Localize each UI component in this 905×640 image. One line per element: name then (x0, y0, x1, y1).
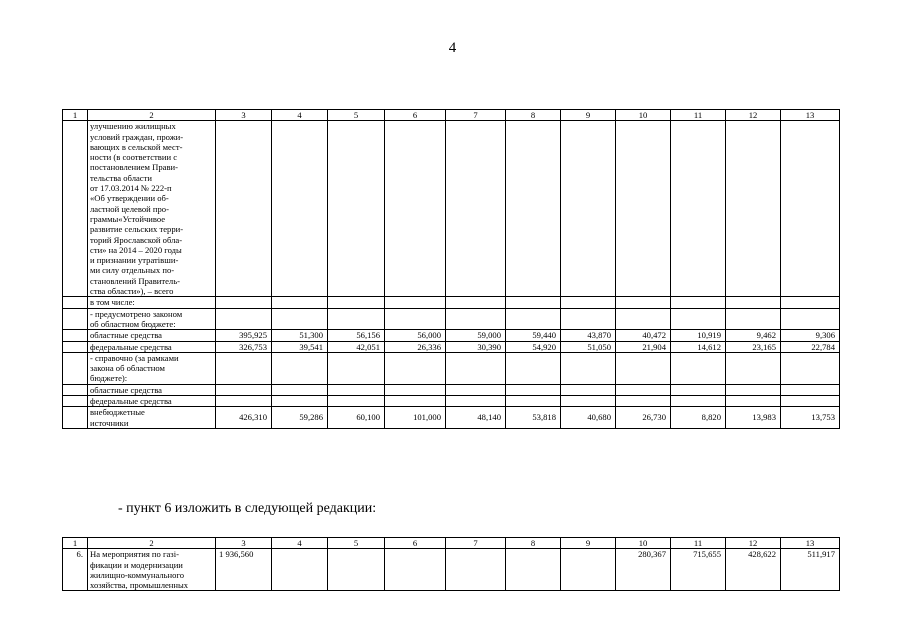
table-header-row (63, 538, 840, 549)
table-row (63, 352, 840, 384)
value-cell: 40,472 (616, 330, 671, 341)
value-cell (506, 549, 561, 591)
value-cell (272, 384, 328, 395)
table-row (63, 330, 840, 341)
value-cell (446, 352, 506, 384)
column-header: 1 (63, 110, 88, 121)
row-number (63, 297, 88, 308)
value-cell (272, 308, 328, 330)
value-cell: 59,440 (506, 330, 561, 341)
value-cell (616, 297, 671, 308)
value-cell (561, 352, 616, 384)
value-cell: 43,870 (561, 330, 616, 341)
value-cell (446, 396, 506, 407)
value-cell: 14,612 (671, 341, 726, 352)
value-cell (781, 297, 840, 308)
value-cell (506, 297, 561, 308)
value-cell (726, 121, 781, 297)
value-cell: 51,050 (561, 341, 616, 352)
column-header: 2 (88, 110, 216, 121)
column-header: 7 (446, 110, 506, 121)
row-number (63, 341, 88, 352)
column-header: 8 (506, 110, 561, 121)
value-cell: 42,051 (328, 341, 385, 352)
value-cell (781, 308, 840, 330)
value-cell (328, 352, 385, 384)
value-cell (385, 384, 446, 395)
row-description: в том числе: (88, 297, 216, 308)
value-cell: 54,920 (506, 341, 561, 352)
value-cell: 101,000 (385, 407, 446, 429)
value-cell (781, 396, 840, 407)
value-cell: 40,680 (561, 407, 616, 429)
value-cell (272, 352, 328, 384)
value-cell (616, 384, 671, 395)
value-cell (561, 297, 616, 308)
table-row (63, 407, 840, 429)
value-cell: 10,919 (671, 330, 726, 341)
instruction-text: - пункт 6 изложить в следующей редакции: (118, 501, 377, 516)
row-description: областные средства (88, 384, 216, 395)
value-cell: 511,917 (781, 549, 840, 591)
value-cell: 715,655 (671, 549, 726, 591)
value-cell (385, 121, 446, 297)
column-header: 11 (671, 110, 726, 121)
column-header: 13 (781, 538, 840, 549)
value-cell (671, 396, 726, 407)
value-cell (216, 384, 272, 395)
row-description: На мероприятия по газі- фикации и модернизации жилищно-коммунального хозяйства, промышленных (88, 549, 216, 591)
table-row (63, 341, 840, 352)
value-cell: 9,306 (781, 330, 840, 341)
column-header: 9 (561, 110, 616, 121)
value-cell (216, 352, 272, 384)
column-header: 10 (616, 110, 671, 121)
table-row (63, 384, 840, 395)
value-cell (616, 352, 671, 384)
column-header: 4 (272, 538, 328, 549)
value-cell: 60,100 (328, 407, 385, 429)
value-cell (446, 384, 506, 395)
row-description: областные средства (88, 330, 216, 341)
page-number: 4 (448, 40, 457, 56)
row-number (63, 121, 88, 297)
value-cell (561, 384, 616, 395)
value-cell (328, 396, 385, 407)
value-cell: 13,983 (726, 407, 781, 429)
value-cell (726, 384, 781, 395)
row-description: федеральные средства (88, 396, 216, 407)
table-header-row (63, 110, 840, 121)
column-header: 6 (385, 538, 446, 549)
value-cell (671, 297, 726, 308)
value-cell (328, 308, 385, 330)
value-cell (561, 308, 616, 330)
table-row (63, 396, 840, 407)
row-number (63, 396, 88, 407)
value-cell (506, 396, 561, 407)
row-number (63, 384, 88, 395)
row-description: - справочно (за рамками закона об областном бюджете): (88, 352, 216, 384)
value-cell (446, 308, 506, 330)
value-cell (671, 384, 726, 395)
value-cell: 22,784 (781, 341, 840, 352)
measures-table (62, 537, 840, 591)
value-cell (561, 549, 616, 591)
value-cell (272, 396, 328, 407)
column-header: 10 (616, 538, 671, 549)
value-cell (726, 297, 781, 308)
value-cell (506, 121, 561, 297)
value-cell (216, 121, 272, 297)
value-cell (272, 121, 328, 297)
column-header: 8 (506, 538, 561, 549)
value-cell (616, 121, 671, 297)
column-header: 5 (328, 110, 385, 121)
value-cell (446, 121, 506, 297)
row-number (63, 352, 88, 384)
value-cell: 23,165 (726, 341, 781, 352)
column-header: 11 (671, 538, 726, 549)
column-header: 2 (88, 538, 216, 549)
value-cell (561, 121, 616, 297)
value-cell (328, 384, 385, 395)
value-cell (616, 396, 671, 407)
value-cell (726, 352, 781, 384)
value-cell: 39,541 (272, 341, 328, 352)
column-header: 3 (216, 110, 272, 121)
column-header: 12 (726, 110, 781, 121)
row-number (63, 330, 88, 341)
value-cell: 428,622 (726, 549, 781, 591)
value-cell: 9,462 (726, 330, 781, 341)
table-row (63, 121, 840, 297)
row-number: 6. (63, 549, 88, 591)
value-cell: 56,000 (385, 330, 446, 341)
row-number (63, 308, 88, 330)
column-header: 6 (385, 110, 446, 121)
value-cell (385, 396, 446, 407)
value-cell (216, 308, 272, 330)
table-row (63, 308, 840, 330)
value-cell (671, 352, 726, 384)
row-description: федеральные средства (88, 341, 216, 352)
value-cell: 8,820 (671, 407, 726, 429)
column-header: 4 (272, 110, 328, 121)
value-cell: 326,753 (216, 341, 272, 352)
value-cell (446, 549, 506, 591)
value-cell (561, 396, 616, 407)
value-cell (781, 352, 840, 384)
column-header: 13 (781, 110, 840, 121)
value-cell (446, 297, 506, 308)
column-header: 3 (216, 538, 272, 549)
value-cell (781, 384, 840, 395)
value-cell (385, 549, 446, 591)
value-cell: 26,730 (616, 407, 671, 429)
value-cell: 59,286 (272, 407, 328, 429)
value-cell (781, 121, 840, 297)
value-cell (671, 121, 726, 297)
table-row (63, 549, 840, 591)
row-description: - предусмотрено законом об областном бюджете: (88, 308, 216, 330)
column-header: 1 (63, 538, 88, 549)
value-cell (385, 308, 446, 330)
row-description: улучшению жилищных условий граждан, прожи- вающих в сельской мест- ности (в соответствии с постановлением Прави- тельства области от 17.03.2014 № 222-п «Об утверждении об- ластной целевой про- граммы«Устойчивое развитие сельских терри- торий Ярославской обла- сти» на 2014 – 2020 годы и признании утратівши- ми силу отдельных по- становлений Правитель- ства области»), – всего (88, 121, 216, 297)
column-header: 5 (328, 538, 385, 549)
value-cell (328, 297, 385, 308)
value-cell (726, 396, 781, 407)
value-cell (506, 308, 561, 330)
value-cell (216, 396, 272, 407)
value-cell (328, 549, 385, 591)
value-cell: 51,300 (272, 330, 328, 341)
value-cell: 426,310 (216, 407, 272, 429)
value-cell (272, 549, 328, 591)
column-header: 12 (726, 538, 781, 549)
value-cell (616, 308, 671, 330)
value-cell: 21,904 (616, 341, 671, 352)
row-number (63, 407, 88, 429)
value-cell: 30,390 (446, 341, 506, 352)
value-cell: 26,336 (385, 341, 446, 352)
value-cell: 13,753 (781, 407, 840, 429)
value-cell (671, 308, 726, 330)
value-cell: 59,000 (446, 330, 506, 341)
column-header: 7 (446, 538, 506, 549)
value-cell (506, 384, 561, 395)
budget-table (62, 109, 840, 429)
value-cell (506, 352, 561, 384)
value-cell (328, 121, 385, 297)
value-cell: 280,367 (616, 549, 671, 591)
value-cell: 395,925 (216, 330, 272, 341)
value-cell: 48,140 (446, 407, 506, 429)
value-cell (385, 297, 446, 308)
value-cell: 1 936,560 (216, 549, 272, 591)
row-description: внебюджетные источники (88, 407, 216, 429)
table-row (63, 297, 840, 308)
value-cell (726, 308, 781, 330)
value-cell: 56,156 (328, 330, 385, 341)
value-cell (216, 297, 272, 308)
value-cell: 53,818 (506, 407, 561, 429)
column-header: 9 (561, 538, 616, 549)
value-cell (272, 297, 328, 308)
value-cell (385, 352, 446, 384)
